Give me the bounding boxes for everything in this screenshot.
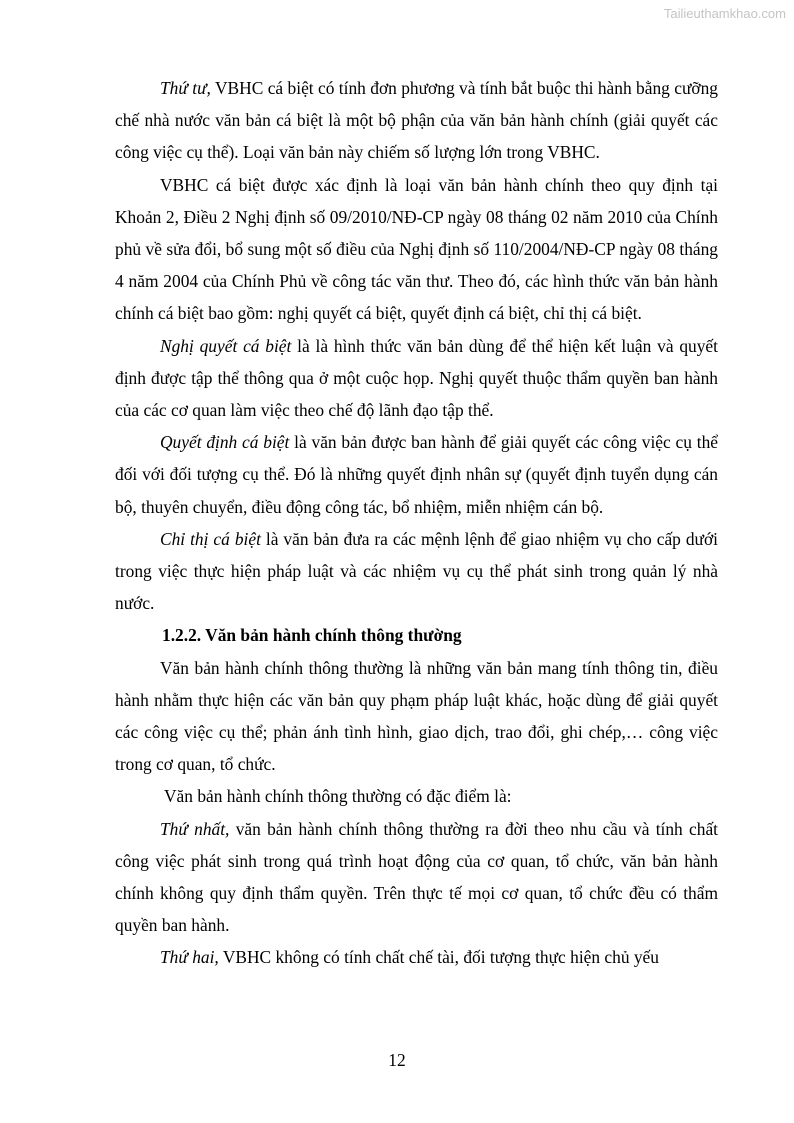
paragraph-lead: Nghị quyết cá biệt — [160, 335, 292, 356]
paragraph — [115, 426, 718, 523]
paragraph-text: là là hình thức văn bản dùng để thể hiện kết luận và quyết định được tập thể thông qua ở một cuộc họp. Nghị quyết thuộc thẩm quyền ban hành của các cơ quan làm việc theo chế độ lãnh đạo tập thể. — [115, 335, 718, 421]
paragraph — [115, 813, 718, 942]
paragraph-text: Văn bản hành chính thông thường là những văn bản mang tính thông tin, điều hành nhằm thực hiện các văn bản quy phạm pháp luật khác, hoặc dùng để giải quyết các công việc cụ thể; phản ánh tình hình, giao dịch, trao đổi, ghi chép,… công việc trong cơ quan, tổ chức. — [115, 657, 718, 775]
paragraph — [115, 330, 718, 427]
paragraph-lead: Thứ hai, — [160, 947, 219, 968]
paragraph-text: là văn bản được ban hành để giải quyết các công việc cụ thể đối với đối tượng cụ thể. Đó là những quyết định nhân sự (quyết định tuyển dụng cán bộ, thuyên chuyển, điều động công tác, bổ nhiệm, miễn nhiệm cán bộ. — [115, 432, 718, 517]
paragraph-lead: Chỉ thị cá biệt — [160, 528, 261, 549]
paragraph-text: là văn bản đưa ra các mệnh lệnh để giao nhiệm vụ cho cấp dưới trong việc thực hiện pháp luật và các nhiệm vụ cụ thể phát sinh trong quản lý nhà nước. — [115, 528, 718, 614]
paragraph — [115, 780, 718, 812]
paragraph-text: Văn bản hành chính thông thường có đặc điểm là: — [164, 786, 512, 807]
paragraph-lead: Quyết định cá biệt — [160, 432, 290, 453]
paragraph — [115, 652, 718, 781]
paragraph-lead: Thứ nhất, — [160, 818, 230, 839]
paragraph — [115, 169, 718, 330]
paragraph — [115, 72, 718, 169]
watermark: Tailieuthamkhao.com — [663, 6, 786, 21]
section-heading: 1.2.2. Văn bản hành chính thông thường — [162, 625, 462, 646]
page-number: 12 — [388, 1050, 406, 1070]
paragraph-text: VBHC cá biệt được xác định là loại văn bản hành chính theo quy định tại Khoản 2, Điều 2 Nghị định số 09/2010/NĐ-CP ngày 08 tháng 02 năm 2010 của Chính phủ về sửa đổi, bổ sung một số điều của Nghị định số 110/2004/NĐ-CP ngày 08 tháng 4 năm 2004 của Chính Phủ về công tác văn thư. Theo đó, các hình thức văn bản hành chính cá biệt bao gồm: nghị quyết cá biệt, quyết định cá biệt, chỉ thị cá biệt. — [115, 174, 718, 324]
paragraph — [115, 523, 718, 620]
paragraph-text: VBHC cá biệt có tính đơn phương và tính bắt buộc thi hành bằng cưỡng chế nhà nước văn bản cá biệt là một bộ phận của văn bản hành chính (giải quyết các công việc cụ thể). Loại văn bản này chiếm số lượng lớn trong VBHC. — [115, 78, 718, 163]
paragraph — [115, 941, 718, 973]
paragraph-text: văn bản hành chính thông thường ra đời theo nhu cầu và tính chất công việc phát sinh trong quá trình hoạt động của cơ quan, tổ chức, văn bản hành chính không quy định thẩm quyền. Trên thực tế mọi cơ quan, tổ chức đều có thẩm quyền ban hành. — [115, 818, 718, 936]
document-body — [115, 72, 718, 974]
paragraph-text: VBHC không có tính chất chế tài, đối tượng thực hiện chủ yếu — [218, 947, 659, 968]
paragraph-lead: Thứ tư, — [160, 78, 211, 98]
